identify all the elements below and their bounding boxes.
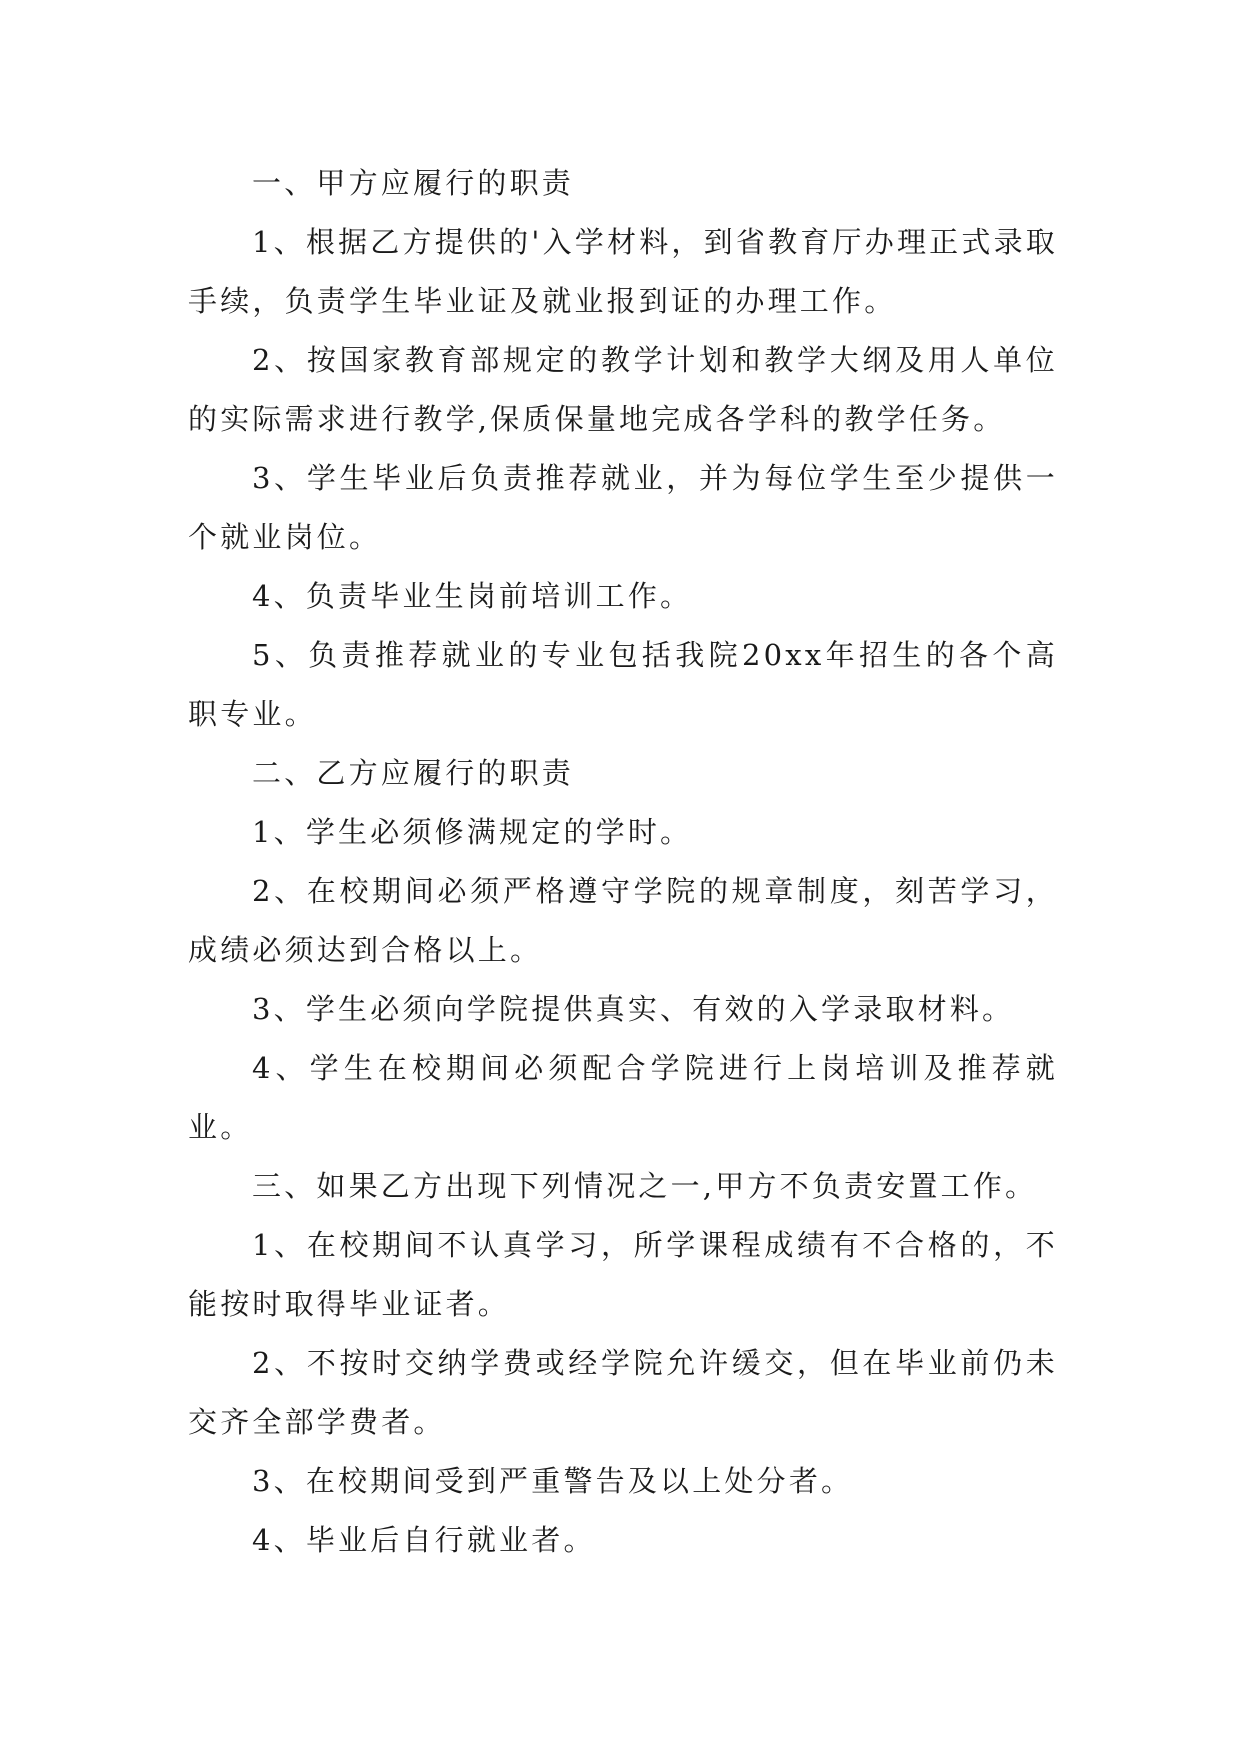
paragraph: 4、学生在校期间必须配合学院进行上岗培训及推荐就业。	[188, 1051, 1058, 1144]
section-heading-exceptions: 三、如果乙方出现下列情况之一,甲方不负责安置工作。	[252, 1169, 1038, 1203]
paragraph: 2、不按时交纳学费或经学院允许缓交，但在毕业前仍未交齐全部学费者。	[188, 1346, 1058, 1439]
paragraph: 2、按国家教育部规定的教学计划和教学大纲及用人单位的实际需求进行教学,保质保量地完成各学科的教学任务。	[188, 343, 1058, 436]
paragraph: 3、在校期间受到严重警告及以上处分者。	[252, 1464, 854, 1498]
paragraph: 3、学生毕业后负责推荐就业，并为每位学生至少提供一个就业岗位。	[188, 461, 1058, 554]
paragraph: 3、学生必须向学院提供真实、有效的入学录取材料。	[252, 992, 1015, 1026]
paragraph: 5、负责推荐就业的专业包括我院20xx年招生的各个高职专业。	[188, 638, 1058, 731]
paragraph: 2、在校期间必须严格遵守学院的规章制度，刻苦学习，成绩必须达到合格以上。	[188, 874, 1058, 967]
paragraph: 1、根据乙方提供的'入学材料，到省教育厅办理正式录取手续，负责学生毕业证及就业报到证的办理工作。	[188, 225, 1058, 318]
paragraph: 1、学生必须修满规定的学时。	[252, 815, 693, 849]
section-heading-party-a: 一、甲方应履行的职责	[252, 166, 575, 200]
section-heading-party-b: 二、乙方应履行的职责	[252, 756, 575, 790]
paragraph: 4、负责毕业生岗前培训工作。	[252, 579, 693, 613]
document-body	[188, 154, 1058, 1570]
paragraph: 1、在校期间不认真学习，所学课程成绩有不合格的，不能按时取得毕业证者。	[188, 1228, 1058, 1321]
paragraph: 4、毕业后自行就业者。	[252, 1523, 596, 1557]
